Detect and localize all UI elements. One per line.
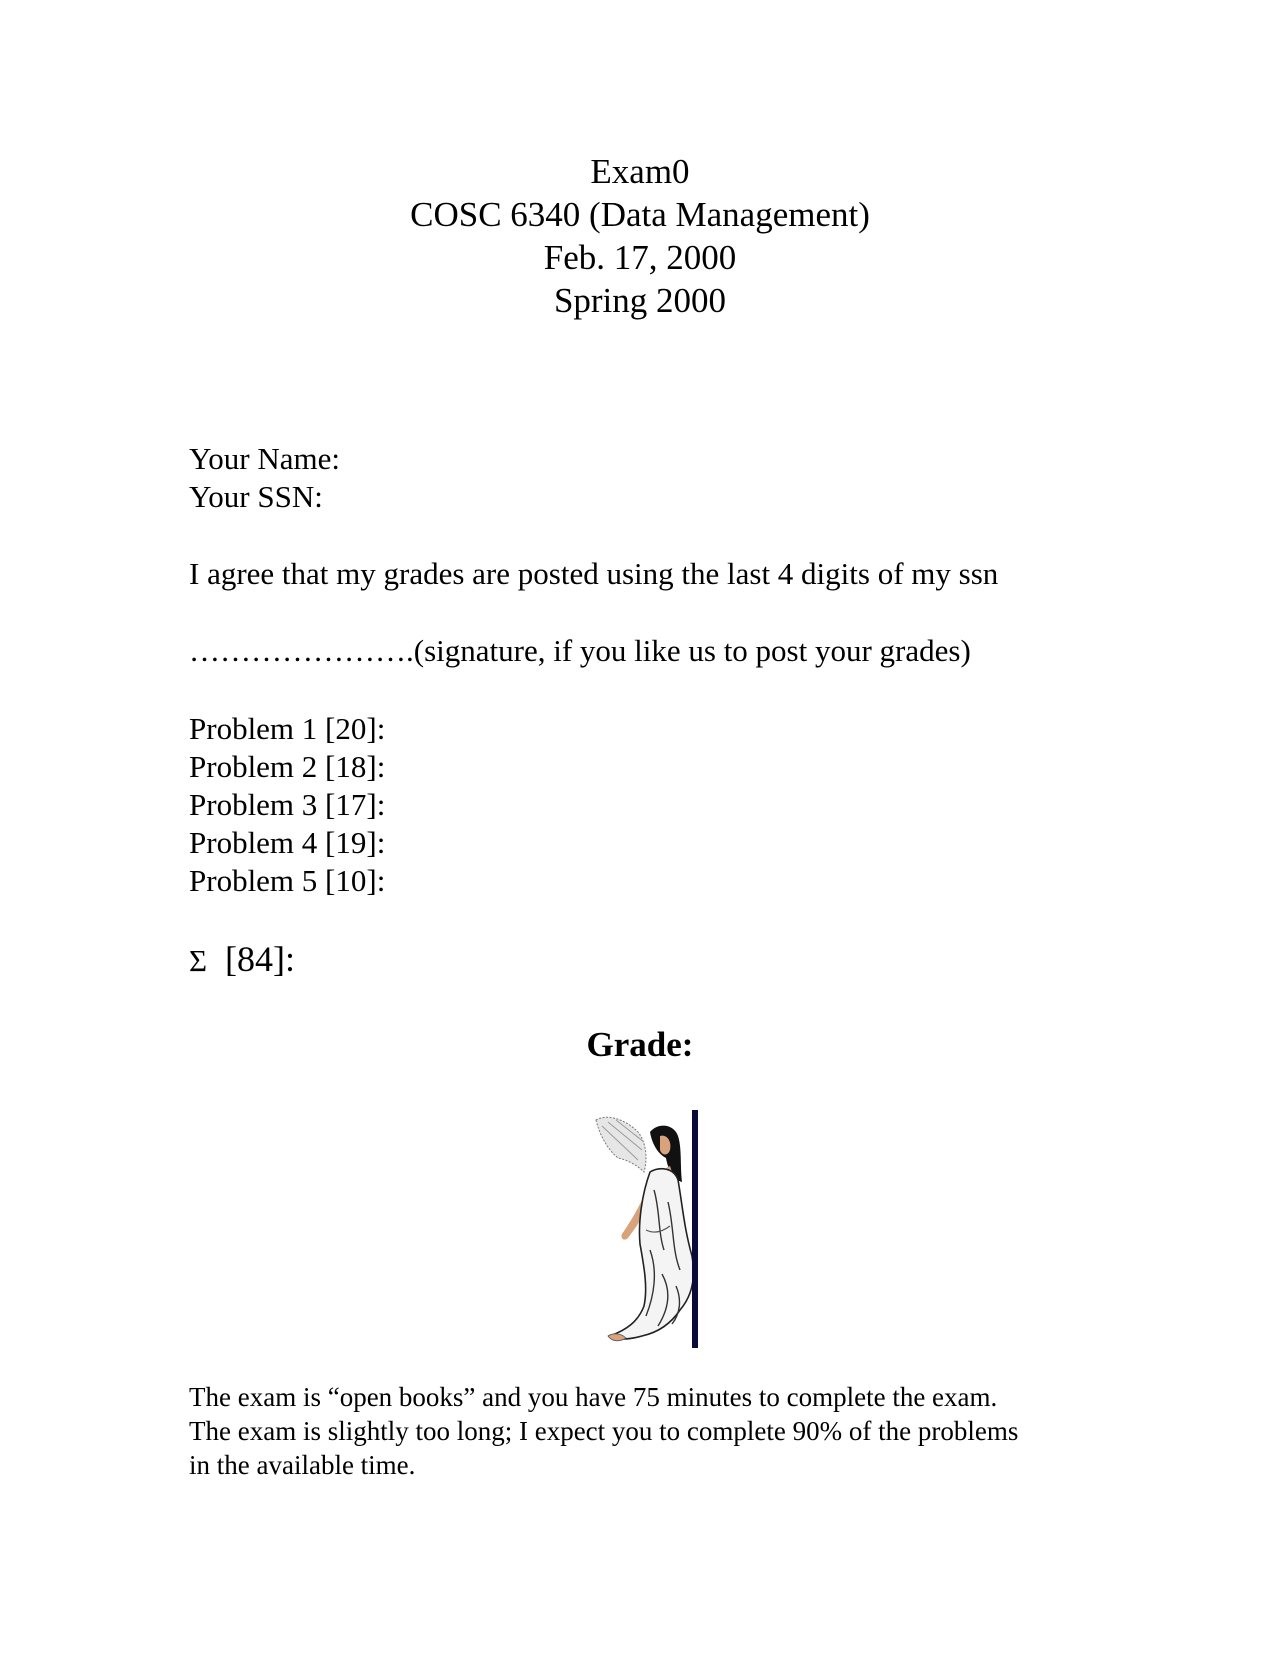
problem-item: Problem 3 [17]: — [189, 787, 386, 822]
angel-wing — [596, 1117, 646, 1172]
problem-item: Problem 2 [18]: — [189, 749, 386, 784]
instruction-line: in the available time. — [189, 1450, 416, 1480]
grade-posting-consent: I agree that my grades are posted using the last 4 digits of my ssn — [189, 556, 999, 591]
ssn-field-label: Your SSN: — [189, 479, 323, 514]
grade-label: Grade: — [586, 1025, 694, 1064]
exam-header — [0, 150, 1280, 322]
sigma-symbol: Σ — [189, 943, 208, 978]
instruction-line: The exam is “open books” and you have 75 minutes to complete the exam. — [189, 1382, 998, 1412]
course-name: COSC 6340 (Data Management) — [410, 195, 870, 234]
problem-item: Problem 4 [19]: — [189, 825, 386, 860]
exam-title: Exam0 — [590, 152, 690, 191]
identity-fields — [189, 440, 1109, 516]
exam-date: Feb. 17, 2000 — [543, 238, 737, 277]
total-points-label: [84]: — [225, 939, 296, 979]
exam-term: Spring 2000 — [553, 281, 727, 320]
instruction-line: The exam is slightly too long; I expect you to complete 90% of the problems — [189, 1416, 1019, 1446]
problem-item: Problem 1 [20]: — [189, 711, 386, 746]
signature-line: ………………….(signature, if you like us to post your grades) — [189, 633, 971, 668]
total-points — [189, 938, 1109, 982]
exam-instructions — [189, 1380, 1109, 1482]
angel-clipart-image — [588, 1110, 700, 1348]
name-field-label: Your Name: — [189, 441, 340, 476]
problem-list — [189, 710, 1109, 900]
problem-item: Problem 5 [10]: — [189, 863, 386, 898]
vertical-bar — [692, 1110, 698, 1348]
